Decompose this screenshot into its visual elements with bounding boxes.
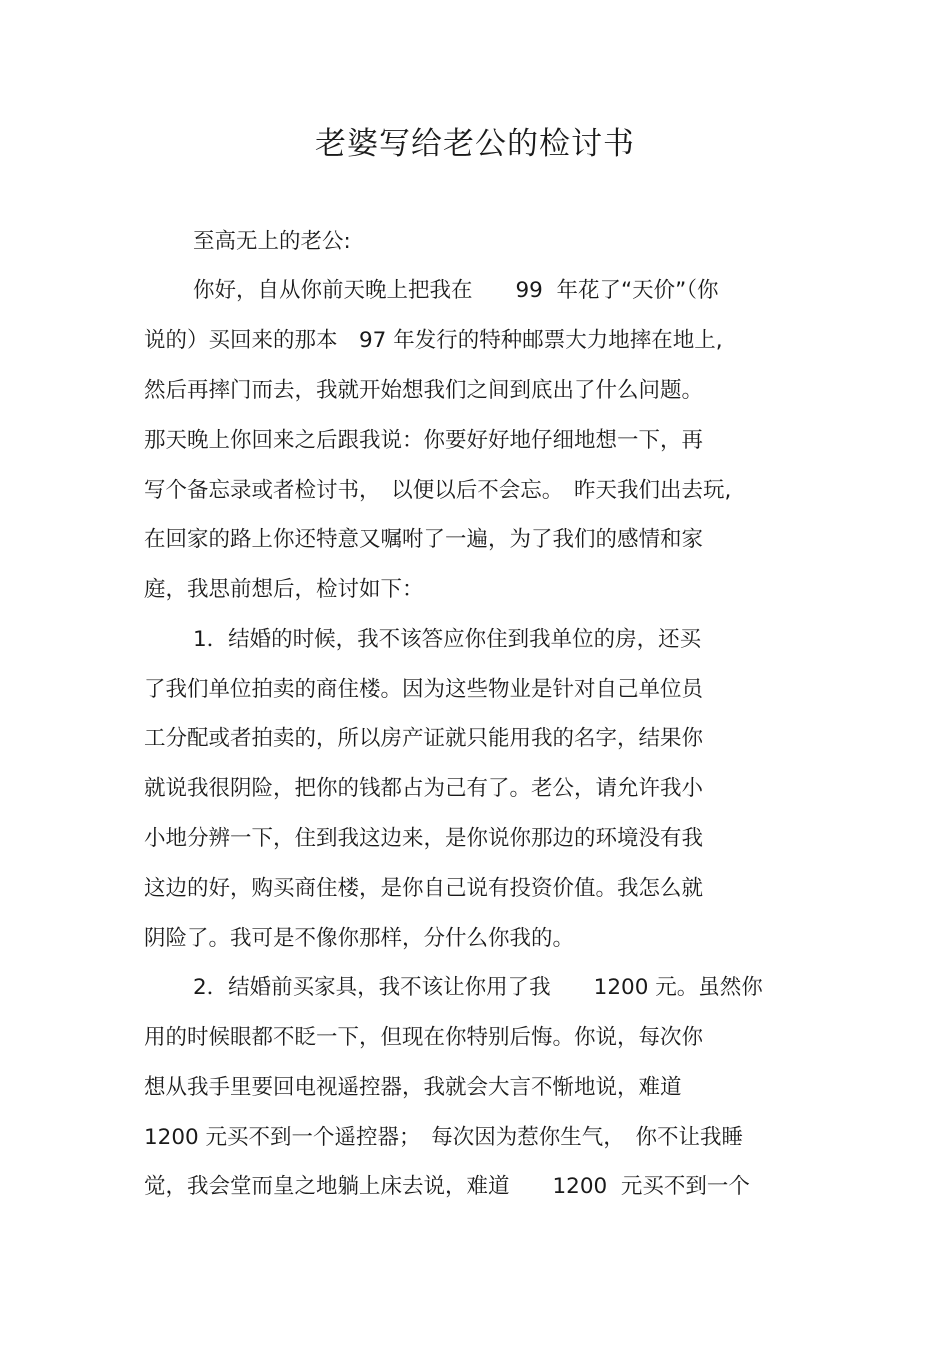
body-text-line: 庭，我思前想后，检讨如下：	[144, 577, 424, 602]
body-text-line: 在回家的路上你还特意又嘱咐了一遍，为了我们的感情和家	[144, 527, 704, 552]
body-text-line: 了我们单位拍卖的商住楼。因为这些物业是针对自己单位员	[144, 677, 704, 702]
body-text-line: 工分配或者拍卖的，所以房产证就只能用我的名字，结果你	[144, 726, 704, 751]
body-text-line: 觉，我会堂而皇之地躺上床去说，难道 1200 元买不到一个	[144, 1174, 750, 1199]
body-text-line: 写个备忘录或者检讨书， 以便以后不会忘。 昨天我们出去玩,	[144, 478, 732, 503]
body-text-line: 这边的好，购买商住楼，是你自己说有投资价值。我怎么就	[144, 876, 704, 901]
body-text-line: 想从我手里要回电视遥控器，我就会大言不惭地说，难道	[144, 1075, 682, 1100]
body-text-line: 用的时候眼都不眨一下，但现在你特别后悔。你说，每次你	[144, 1025, 704, 1050]
salutation-line: 至高无上的老公:	[193, 229, 351, 254]
list-item-2-line: 2．结婚前买家具，我不该让你用了我 1200 元。虽然你	[193, 975, 763, 1000]
list-item-1-line: 1．结婚的时候，我不该答应你住到我单位的房，还买	[193, 627, 702, 652]
page-title: 老婆写给老公的检讨书	[315, 126, 635, 162]
body-text-line: 就说我很阴险，把你的钱都占为己有了。老公，请允许我小	[144, 776, 704, 801]
body-text-line: 小地分辨一下，住到我这边来，是你说你那边的环境没有我	[144, 826, 704, 851]
body-text-line: 说的）买回来的那本 97 年发行的特种邮票大力地摔在地上,	[144, 328, 723, 353]
body-text-line: 你好，自从你前天晚上把我在 99 年花了“天价”（你	[193, 278, 719, 303]
body-text-line: 那天晚上你回来之后跟我说：你要好好地仔细地想一下，再	[144, 428, 704, 453]
body-text-line: 然后再摔门而去，我就开始想我们之间到底出了什么问题。	[144, 378, 704, 403]
body-text-line: 阴险了。我可是不像你那样，分什么你我的。	[144, 926, 575, 951]
body-text-line: 1200 元买不到一个遥控器； 每次因为惹你生气， 你不让我睡	[144, 1125, 744, 1150]
